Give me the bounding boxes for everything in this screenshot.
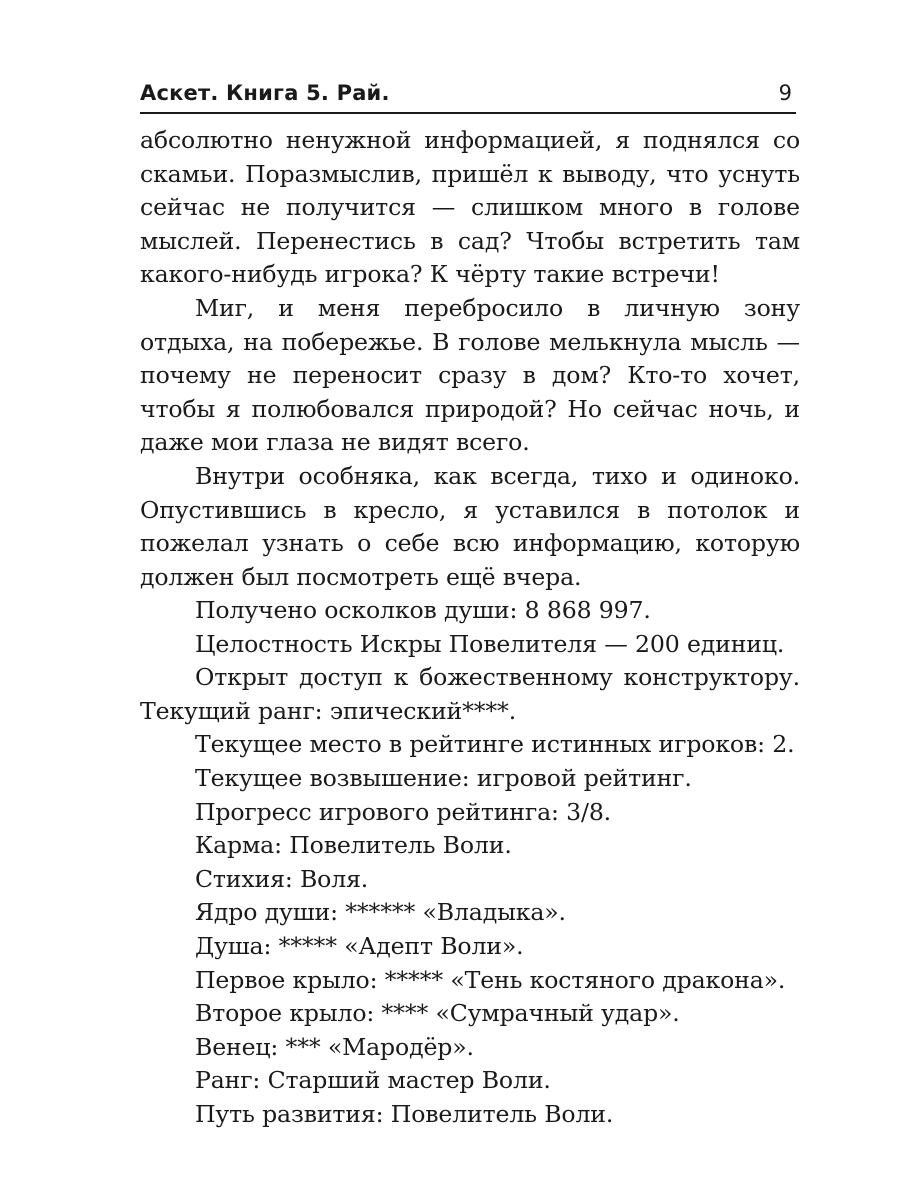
stat-line: Карма: Повелитель Воли. [195,831,512,860]
stat-line: Душа: ***** «Адепт Воли». [195,931,524,960]
stat-line: Второе крыло: **** «Сумрачный удар». [195,999,680,1028]
stat-line: Первое крыло: ***** «Тень костяного дракона». [195,965,786,994]
stat-line: Венец: *** «Мародёр». [195,1032,474,1061]
paragraph: Миг, и меня перебросило в личную зону отдыха, на побережье. В голове мелькнула мысль — почему не переносит сразу в дом? Кто-то хочет, чтобы я полюбовался природой? Но сейчас ночь, и даже мои глаза не видят всего. [140,293,800,457]
stat-line: Открыт доступ к божественному конструктору. Текущий ранг: эпический****. [140,663,800,725]
stat-line: Стихия: Воля. [195,864,369,893]
stat-line: Ядро души: ****** «Владыка». [195,898,566,927]
running-header [140,76,796,114]
narrative-text [140,124,800,594]
stat-line: Текущее место в рейтинге истинных игроков: 2. [195,730,795,759]
stat-line: Ранг: Старший мастер Воли. [195,1066,551,1095]
stat-line: Получено осколков души: 8 868 997. [195,596,651,624]
stat-line: Целостность Искры Повелителя — 200 единиц. [195,629,785,658]
paragraph: Внутри особняка, как всегда, тихо и одиноко. Опустившись в кресло, я уставился в потолок и пожелал узнать о себе всю информацию, которую должен был посмотреть ещё вчера. [140,461,800,591]
character-stats-block [140,594,800,1132]
page-number: 9 [778,81,792,105]
paragraph-continued: абсолютно ненужной информацией, я поднялся со скамьи. Поразмыслив, пришёл к выводу, что уснуть сейчас не получится — слишком много в голове мыслей. Перенестись в сад? Чтобы встретить там какого-нибудь игрока? К чёрту такие встречи! [140,126,800,289]
stat-line: Текущее возвышение: игровой рейтинг. [195,763,692,792]
book-title: Аскет. Книга 5. Рай. [140,81,390,105]
stat-line: Путь развития: Повелитель Воли. [195,1099,614,1128]
stat-line: Прогресс игрового рейтинга: 3/8. [195,797,612,826]
